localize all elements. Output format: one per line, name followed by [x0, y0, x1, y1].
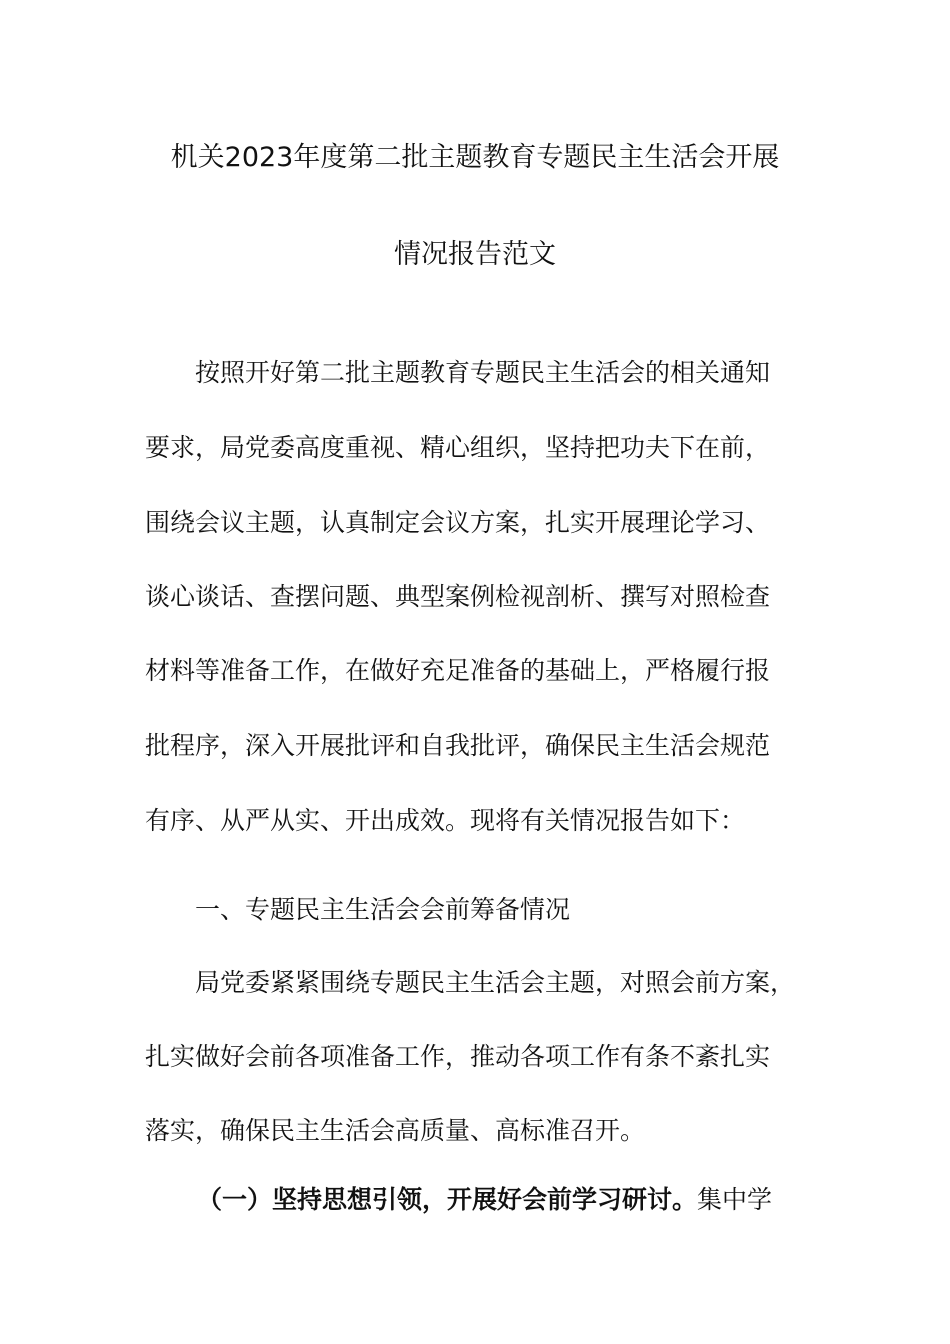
paragraph-2-line-2: 扎实做好会前各项准备工作，推动各项工作有条不紊扎实: [145, 1042, 771, 1071]
paragraph-2-line-1: 局党委紧紧围绕专题民主生活会主题，对照会前方案，: [195, 968, 796, 997]
paragraph-2-line-3: 落实，确保民主生活会高质量、高标准召开。: [145, 1116, 646, 1145]
paragraph-1-line-6: 批程序，深入开展批评和自我批评，确保民主生活会规范: [145, 731, 771, 760]
paragraph-1-line-5: 材料等准备工作，在做好充足准备的基础上，严格履行报: [145, 656, 771, 685]
paragraph-1-line-7: 有序、从严从实、开出成效。现将有关情况报告如下：: [145, 806, 746, 835]
section-1-heading: 一、专题民主生活会会前筹备情况: [195, 895, 571, 924]
document-title-line-1: 机关2023年度第二批主题教育专题民主生活会开展: [170, 142, 780, 173]
paragraph-1-line-3: 围绕会议主题，认真制定会议方案，扎实开展理论学习、: [145, 508, 771, 537]
subsection-1-text: 集中学: [697, 1185, 773, 1214]
paragraph-1-line-1: 按照开好第二批主题教育专题民主生活会的相关通知: [195, 358, 771, 387]
paragraph-1-line-4: 谈心谈话、查摆问题、典型案例检视剖析、撰写对照检查: [145, 582, 771, 611]
subsection-1-heading: （一）坚持思想引领，开展好会前学习研讨。: [197, 1185, 698, 1214]
subsection-1-line: [197, 1180, 772, 1216]
document-title-line-2: 情况报告范文: [394, 239, 556, 270]
paragraph-1-line-2: 要求，局党委高度重视、精心组织，坚持把功夫下在前，: [145, 433, 771, 462]
